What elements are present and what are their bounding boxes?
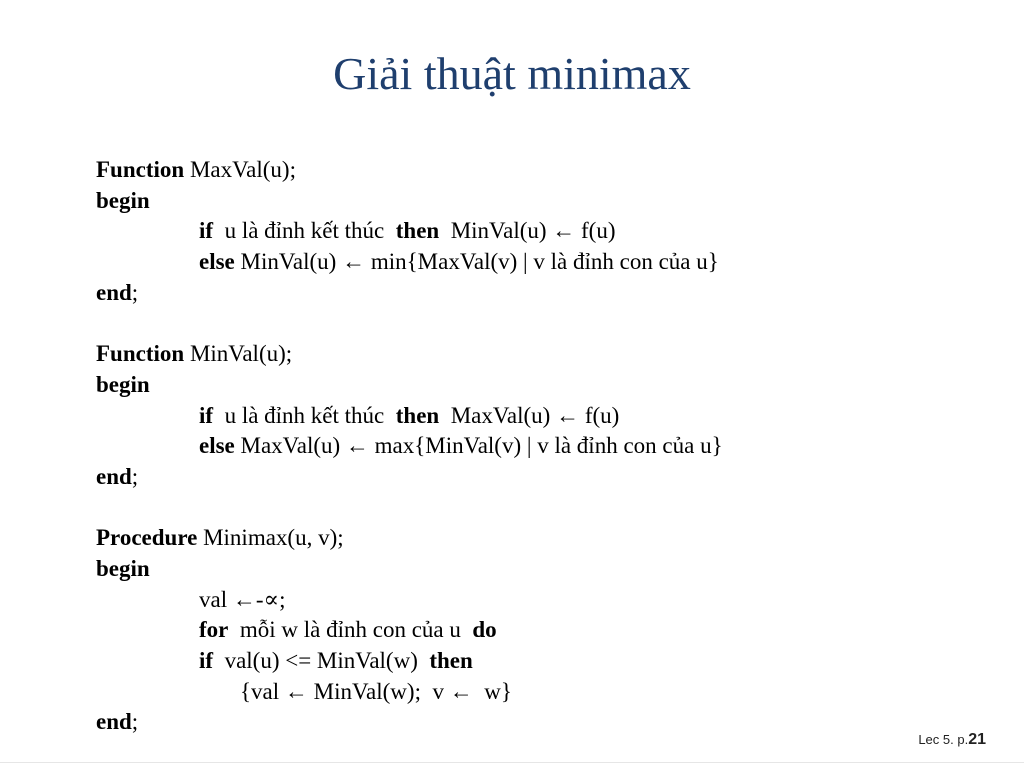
if-condition: val(u) <= MinVal(w) (213, 648, 430, 673)
pseudocode-block (96, 155, 976, 738)
minval-signature: MinVal(u); (184, 341, 293, 367)
then-keyword: then (395, 402, 440, 428)
else-body: MinVal(u) ← min{MaxVal(v) | v là đỉnh con của u} (234, 249, 719, 275)
bottom-divider (0, 762, 1024, 763)
maxval-signature-line (96, 155, 976, 186)
for-body: mỗi w là đỉnh con của u (228, 617, 473, 643)
then-block: {val ← MinVal(w); v ← w} (240, 678, 512, 704)
else-keyword: else (199, 249, 235, 275)
maxval-begin-line (96, 186, 976, 217)
if-keyword: if (199, 648, 214, 673)
begin-keyword: begin (96, 187, 150, 213)
end-semicolon: ; (131, 463, 139, 489)
minval-signature-line (96, 339, 976, 370)
minval-else-line (96, 431, 976, 462)
maxval-signature: MaxVal(u); (184, 157, 296, 182)
begin-keyword: begin (96, 555, 150, 581)
if-body: MinVal(u) ← f(u) (439, 218, 616, 244)
then-keyword: then (429, 648, 473, 673)
maxval-if-line (96, 216, 976, 247)
minval-end-line (96, 462, 976, 493)
end-keyword: end (96, 279, 132, 305)
end-keyword: end (96, 709, 132, 735)
minimax-signature: Minimax(u, v); (197, 525, 344, 551)
minimax-signature-line (96, 523, 976, 554)
slide-footer (918, 731, 986, 749)
if-body: MaxVal(u) ← f(u) (439, 402, 620, 428)
if-keyword: if (199, 402, 214, 428)
minimax-val-init-line (96, 585, 976, 616)
minimax-end-line (96, 707, 976, 738)
else-body: MaxVal(u) ← max{MinVal(v) | v là đỉnh con của u} (234, 433, 723, 459)
minval-begin-line (96, 370, 976, 401)
slide-title: Giải thuật minimax (333, 48, 691, 99)
function-keyword: Function (96, 341, 185, 367)
minimax-for-line (96, 615, 976, 646)
page-number: 21 (968, 731, 986, 748)
function-keyword: Function (96, 157, 185, 182)
then-keyword: then (395, 218, 440, 244)
minimax-block-line (96, 677, 976, 708)
begin-keyword: begin (96, 371, 150, 397)
end-semicolon: ; (131, 709, 139, 735)
for-keyword: for (199, 617, 229, 643)
minimax-begin-line (96, 554, 976, 585)
end-semicolon: ; (131, 279, 139, 305)
maxval-else-line (96, 247, 976, 278)
if-condition: u là đỉnh kết thúc (213, 218, 396, 244)
procedure-keyword: Procedure (96, 525, 198, 551)
maxval-end-line (96, 278, 976, 309)
footer-label: Lec 5. p. (918, 732, 969, 747)
else-keyword: else (199, 433, 235, 459)
spacer (96, 308, 976, 339)
minval-if-line (96, 401, 976, 432)
end-keyword: end (96, 463, 132, 489)
val-init: val ←-∝; (199, 586, 286, 612)
do-keyword: do (472, 617, 497, 643)
minimax-if-line (96, 646, 976, 677)
if-condition: u là đỉnh kết thúc (213, 402, 396, 428)
if-keyword: if (199, 218, 214, 244)
spacer (96, 493, 976, 524)
